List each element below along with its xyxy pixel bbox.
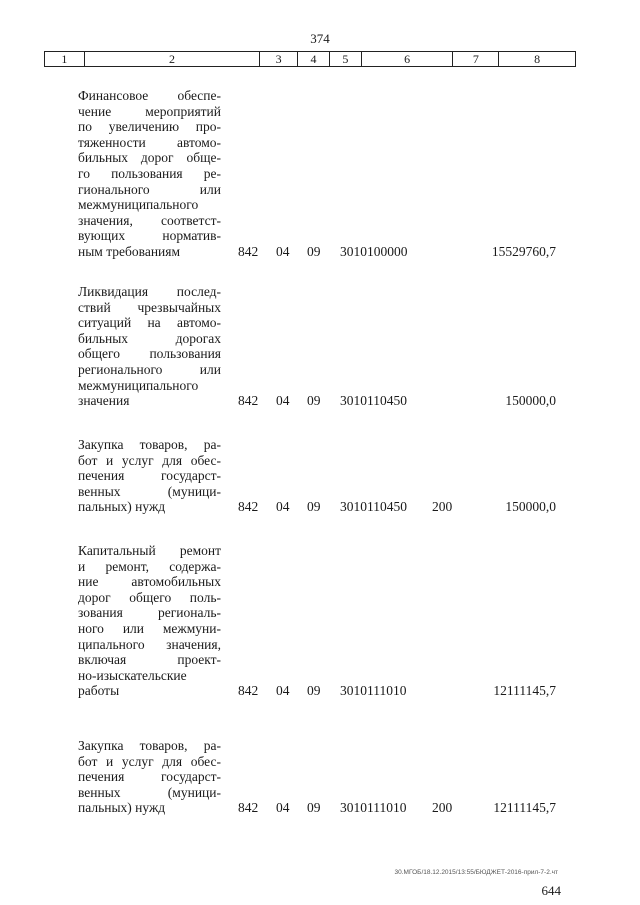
cell-c4: 04 [276, 683, 290, 699]
table-header-row [44, 51, 576, 67]
cell-c4: 04 [276, 800, 290, 816]
cell-c6: 3010100000 [340, 244, 408, 259]
cell-c5: 09 [307, 683, 321, 699]
cell-c3: 842 [238, 393, 259, 409]
cell-c5: 09 [307, 393, 321, 409]
description-line: пальных) нужд [78, 499, 166, 515]
description-line: ным требованиям [78, 243, 181, 259]
cell-c6: 3010111010 [340, 800, 407, 816]
description-line: регионального или [78, 361, 221, 377]
header-col-1: 1 [45, 52, 85, 66]
description-line: ного или межмуни- [78, 620, 221, 636]
description-line: бот и услуг для обес- [78, 452, 221, 468]
cell-c7: 200 [432, 499, 453, 515]
cell-c8: 150000,0 [505, 393, 556, 409]
description-line: бот и услуг для обес- [78, 753, 221, 769]
description-line: межмуниципального [78, 197, 199, 213]
description-line: Капитальный ремонт [78, 543, 221, 558]
header-col-6: 6 [362, 52, 454, 66]
cell-c6: 3010110450 [340, 499, 407, 515]
footer-stamp: 30.МГОБ/18.12.2015/13:55/БЮДЖЕТ-2016-прил-7-2.чт [394, 869, 558, 876]
description-line: бильных дорогах [78, 330, 221, 346]
cell-c8: 12111145,7 [493, 800, 556, 816]
description-line: Финансовое обеспе- [78, 88, 221, 103]
cell-c3: 842 [238, 244, 259, 259]
description-line: Закупка товаров, ра- [78, 437, 221, 452]
header-col-8: 8 [534, 52, 541, 66]
description-line: общего пользования [78, 346, 221, 362]
header-col-7: 7 [453, 52, 499, 66]
description-line: венных (муници- [78, 483, 221, 499]
description-line: венных (муници- [78, 784, 221, 800]
header-col-4: 4 [298, 52, 330, 66]
description-line: значения [78, 393, 130, 409]
description-line: Ликвидация послед- [78, 284, 221, 299]
cell-c5: 09 [307, 800, 321, 816]
description-line: ствий чрезвычайных [78, 299, 221, 315]
description-line: вующих норматив- [78, 228, 221, 244]
description-line: дорог общего поль- [78, 589, 221, 605]
description-line: тяженности автомо- [78, 134, 221, 150]
description-line: ситуаций на автомо- [78, 315, 221, 331]
header-col-2: 2 [85, 52, 260, 66]
description-line: ципального значения, [78, 636, 221, 652]
header-col-3: 3 [260, 52, 298, 66]
row-description [78, 437, 221, 515]
cell-c6: 3010110450 [340, 393, 407, 409]
cell-c8: 15529760,7 [491, 244, 556, 259]
description-line: но-изыскательские [78, 667, 187, 683]
description-line: межмуниципального [78, 377, 199, 393]
description-line: включая проект- [78, 652, 221, 668]
description-line: гионального или [78, 181, 221, 197]
cell-c8: 150000,0 [505, 499, 556, 515]
page-number-top: 374 [310, 31, 330, 46]
cell-c5: 09 [307, 499, 321, 515]
description-line: Закупка товаров, ра- [78, 738, 221, 753]
row-description [78, 543, 221, 699]
description-line: печения государст- [78, 468, 221, 484]
description-line: ние автомобильных [78, 574, 221, 590]
cell-c3: 842 [238, 683, 259, 699]
description-line: пальных) нужд [78, 800, 166, 816]
description-line: бильных дорог обще- [78, 150, 221, 166]
cell-c3: 842 [238, 499, 259, 515]
cell-c4: 04 [276, 499, 290, 515]
cell-c3: 842 [238, 800, 259, 816]
cell-c6: 3010111010 [340, 683, 407, 699]
description-line: го пользования ре- [78, 165, 221, 181]
cell-c4: 04 [276, 244, 290, 259]
cell-c4: 04 [276, 393, 290, 409]
cell-c5: 09 [307, 244, 321, 259]
description-line: чение мероприятий [78, 103, 221, 119]
cell-c8: 12111145,7 [493, 683, 556, 699]
description-line: зования региональ- [78, 605, 221, 621]
description-line: и ремонт, содержа- [78, 558, 221, 574]
description-line: печения государст- [78, 769, 221, 785]
cell-c7: 200 [432, 800, 453, 816]
page-number-bottom: 644 [541, 883, 561, 898]
row-description [78, 738, 221, 816]
description-line: по увеличению про- [78, 119, 221, 135]
description-line: работы [78, 683, 120, 699]
row-description [78, 284, 221, 409]
description-line: значения, соответст- [78, 212, 221, 228]
row-description [78, 88, 221, 260]
header-col-5: 5 [330, 52, 362, 66]
